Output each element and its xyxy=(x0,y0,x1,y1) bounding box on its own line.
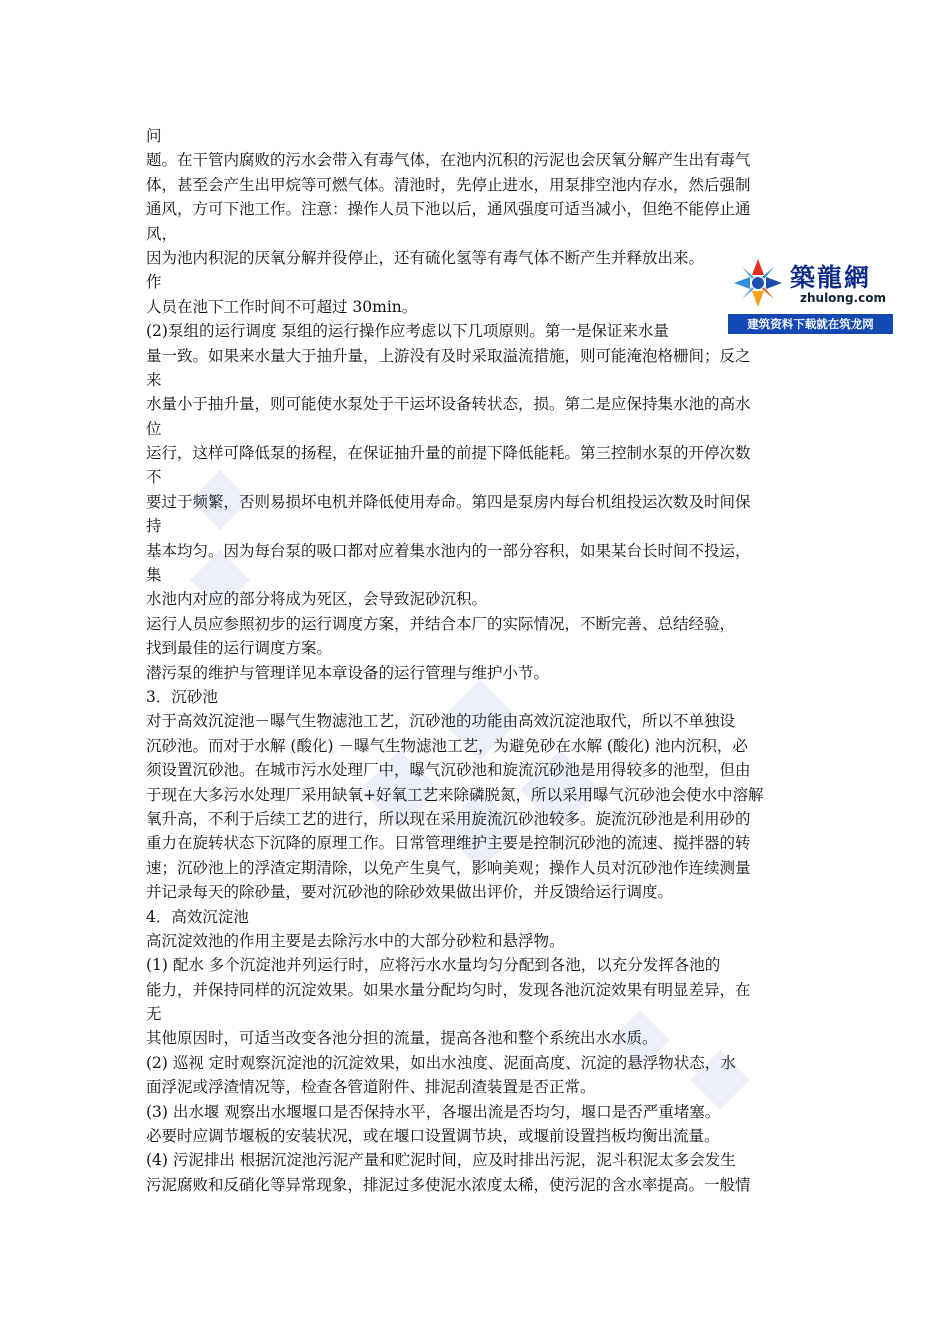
zhulong-logo[interactable] xyxy=(728,252,893,334)
text-line: 运行人员应参照初步的运行调度方案，并结合本厂的实际情况，不断完善、总结经验， xyxy=(146,614,736,633)
text-line: 能力，并保持同样的沉淀效果。如果水量分配均匀时，发现各池沉淀效果有明显差异，在 xyxy=(146,980,751,999)
text-line: 并记录每天的除砂量，要对沉砂池的除砂效果做出评价，并反馈给运行调度。 xyxy=(146,883,674,902)
text-line: 必要时应调节堰板的安装状况，或在堰口设置调节块，或堰前设置挡板均衡出流量。 xyxy=(146,1127,720,1146)
text-line: 运行，这样可降低泵的扬程，在保证抽升量的前提下降低能耗。第三控制水泵的开停次数 xyxy=(146,444,751,463)
text-line: 其他原因时，可适当改变各池分担的流量，提高各池和整个系统出水水质。 xyxy=(146,1029,658,1048)
text-line: 题。在干管内腐败的污水会带入有毒气体，在池内沉积的污泥也会厌氧分解产生出有毒气 xyxy=(146,151,751,170)
logo-chinese-name: 築龍網 xyxy=(790,263,872,292)
text-line: (2)泵组的运行调度 泵组的运行操作应考虑以下几项原则。第一是保证来水量 xyxy=(146,322,669,341)
text-line: 来 xyxy=(146,370,162,389)
text-line: 作 xyxy=(146,273,162,292)
text-line: 不 xyxy=(146,468,162,487)
text-line: (1) 配水 多个沉淀池并列运行时，应将污水水量均匀分配到各池，以充分发挥各池的 xyxy=(146,956,721,975)
text-line: (4) 污泥排出 根据沉淀池污泥产量和贮泥时间，应及时排出污泥，泥斗积泥太多会发生 xyxy=(146,1151,736,1170)
text-line: 沉砂池。而对于水解 (酸化) －曝气生物滤池工艺，为避免砂在水解 (酸化) 池内沉积，必 xyxy=(146,736,748,755)
text-line: 污泥腐败和反硝化等异常现象，排泥过多使泥水浓度太稀，使污泥的含水率提高。一般情 xyxy=(146,1175,751,1194)
text-line: 对于高效沉淀池－曝气生物滤池工艺，沉砂池的功能由高效沉淀池取代，所以不单独设 xyxy=(146,712,736,731)
text-line: 重力在旋转状态下沉降的原理工作。日常管理维护主要是控制沉砂池的流速、搅拌器的转 xyxy=(146,834,751,853)
text-line: 基本均匀。因为每台泵的吸口都对应着集水池内的一部分容积，如果某台长时间不投运， xyxy=(146,541,751,560)
text-line: 风， xyxy=(146,224,178,243)
text-line: 无 xyxy=(146,1005,162,1024)
text-line: 集 xyxy=(146,566,162,585)
logo-domain: zhulong.com xyxy=(800,291,886,305)
text-line: 量一致。如果来水量大于抽升量，上游没有及时采取溢流措施，则可能淹泡格栅间；反之 xyxy=(146,346,751,365)
text-line: 潜污泵的维护与管理详见本章设备的运行管理与维护小节。 xyxy=(146,663,550,682)
text-line: 通风，方可下池工作。注意：操作人员下池以后，通风强度可适当减小，但绝不能停止通 xyxy=(146,200,751,219)
text-line: 因为池内积泥的厌氧分解并役停止，还有硫化氢等有毒气体不断产生并释放出来。 xyxy=(146,248,705,267)
text-line: 人员在池下工作时间不可超过 30min。 xyxy=(146,297,418,316)
text-line: (2) 巡视 定时观察沉淀池的沉淀效果，如出水浊度、泥面高度、沉淀的悬浮物状态，水 xyxy=(146,1053,736,1072)
text-line: 3．沉砂池 xyxy=(146,687,218,706)
text-line: 4．高效沉淀池 xyxy=(146,907,249,926)
logo-slogan: 建筑资料下载就在筑龙网 xyxy=(728,314,893,334)
text-line: 高沉淀效池的作用主要是去除污水中的大部分砂粒和悬浮物。 xyxy=(146,931,565,950)
text-line: 持 xyxy=(146,517,162,536)
text-line: 水池内对应的部分将成为死区，会导致泥砂沉积。 xyxy=(146,590,488,609)
text-line: 问 xyxy=(146,127,162,145)
text-line: 于现在大多污水处理厂采用缺氧+好氧工艺来除磷脱氮，所以采用曝气沉砂池会使水中溶解 xyxy=(146,785,764,804)
text-line: (3) 出水堰 观察出水堰堰口是否保持水平，各堰出流是否均匀，堰口是否严重堵塞。 xyxy=(146,1102,721,1121)
text-line: 须设置沉砂池。在城市污水处理厂中，曝气沉砂池和旋流沉砂池是用得较多的池型，但由 xyxy=(146,761,751,780)
text-line: 要过于频繁，否则易损坏电机并降低使用寿命。第四是泵房内每台机组投运次数及时间保 xyxy=(146,492,751,511)
body-text xyxy=(146,124,826,1197)
text-line: 氧升高，不利于后续工艺的进行，所以现在采用旋流沉砂池较多。旋流沉砂池是利用砂的 xyxy=(146,809,751,828)
text-line: 找到最佳的运行调度方案。 xyxy=(146,639,333,658)
text-line: 速；沉砂池上的浮渣定期清除，以免产生臭气，影响美观；操作人员对沉砂池作连续测量 xyxy=(146,858,751,877)
text-line: 面浮泥或浮渣情况等，检查各管道附件、排泥刮渣装置是否正常。 xyxy=(146,1078,596,1097)
text-line: 位 xyxy=(146,419,162,438)
text-line: 体，甚至会产生出甲烷等可燃气体。清池时，先停止进水，用泵排空池内存水，然后强制 xyxy=(146,175,751,194)
text-line: 水量小于抽升量，则可能使水泵处于干运坏设备转状态，损。第二是应保持集水池的高水 xyxy=(146,395,751,414)
